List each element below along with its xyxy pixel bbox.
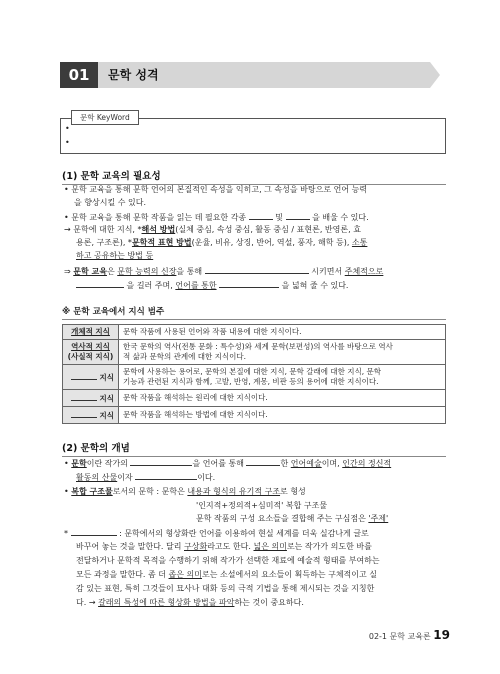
fill-blank — [219, 279, 279, 288]
table-value: 문학 작품을 해석하는 원리에 대한 지식이다. — [119, 390, 446, 407]
section-title: (2) 문학의 개념 — [62, 440, 130, 454]
page-number: 19 — [433, 628, 450, 642]
page-footer — [369, 628, 450, 642]
subsection-title: ※ 문학 교육에서 지식 범주 — [62, 307, 165, 317]
table-row — [63, 365, 446, 390]
text-line: 전달하거나 문학적 목적을 수행하기 위해 작가가 선택한 재료에 예술적 형태를 부여하는 — [76, 556, 380, 565]
text-line: 용론, 구조론), *문학적 표현 방법(운율, 비유, 상징, 반어, 역설, 풍자, 해학 등), 소통 — [76, 238, 368, 247]
table-value: 문학 작품을 해석하는 방법에 대한 지식이다. — [119, 407, 446, 424]
text-line: • 문학이란 작가의 을 언어를 통해 한 언어예술이며, 인간의 정신적 — [64, 459, 392, 468]
text-line: 하고 공유하는 방법 등 — [76, 251, 154, 260]
table-key: 지식 — [63, 365, 119, 390]
text-line: * : 문학에서의 형상화란 언어를 이용하여 현실 세계를 더욱 실감나게 글로 — [64, 529, 369, 538]
fill-blank — [135, 471, 197, 480]
table-row — [63, 325, 446, 340]
keyword-bullet: • — [65, 138, 70, 147]
fill-blank — [71, 392, 97, 401]
fill-blank — [130, 457, 192, 466]
table-key: 지식 — [63, 407, 119, 424]
text-line: 모든 과정을 말한다. 좀 더 좁은 의미로는 소설에서의 요소들이 획득하는 구체적이고 실 — [76, 570, 378, 579]
text-line: 바꾸어 놓는 것을 말한다. 달리 구상화라고도 한다. 넓은 의미로는 작가가 의도한 바를 — [76, 542, 372, 551]
footer-text: 02-1 문학 교육론 — [368, 632, 431, 641]
keyword-label: 문학 KeyWord — [71, 110, 139, 125]
fill-blank — [286, 211, 310, 220]
chapter-number: 01 — [60, 62, 98, 88]
text-line: 감 있는 표현, 특히 그것들이 묘사나 대화 등의 극적 기법을 통해 제시되는 것을 지칭한 — [76, 584, 375, 593]
knowledge-table — [62, 324, 446, 424]
text-line: 을 향상시킬 수 있다. — [74, 198, 146, 207]
keyword-bullet: • — [65, 124, 70, 133]
table-row — [63, 407, 446, 424]
chapter-header — [60, 62, 438, 88]
fill-blank — [205, 265, 309, 274]
fill-blank — [71, 409, 97, 418]
table-value: 문학에 사용하는 용어로, 문학의 본질에 대한 지식, 문학 갈래에 대한 지식, 문학 기능과 관련된 지식과 함께, 고발, 반영, 계몽, 비판 등의 용어에 대한 지식이다. — [119, 365, 446, 390]
section-title: (1) 문학 교육의 필요성 — [62, 168, 161, 182]
table-key: 개체적 지식 — [63, 325, 119, 340]
text-line: • 문학 교육을 통해 문학 작품을 읽는 데 필요한 각종 및 을 배울 수 있다. — [64, 213, 369, 222]
text-line: 문학 작품의 구성 요소들을 결합해 주는 구심점은 '주제' — [196, 514, 389, 523]
text-line: 을 길러 주며, 언어를 통한 을 넓혀 줄 수 있다. — [76, 279, 348, 291]
text-line: • 문학 교육을 통해 문학 언어의 본질적인 속성을 익히고, 그 속성을 바탕으로 언어 능력 — [64, 185, 368, 194]
table-row — [63, 340, 446, 365]
text-line: 다. → 갈래의 특성에 따른 형상화 방법을 파악하는 것이 중요하다. — [76, 598, 304, 607]
keyword-box — [60, 113, 446, 154]
text-line: 활동의 산물이자 이다. — [76, 473, 216, 482]
chapter-title-bar — [98, 62, 430, 88]
fill-blank — [249, 211, 273, 220]
fill-blank — [76, 279, 124, 288]
text-line: • 복합 구조물로서의 문학 : 문학은 내용과 형식의 유기적 구조로 형성 — [64, 487, 306, 496]
text-line: → 문학에 대한 지식, *해석 방법(실체 중심, 속성 중심, 활동 중심 / 표현론, 반영론, 효 — [64, 225, 361, 234]
text-line: '인지적+정의적+심미적' 복합 구조물 — [196, 501, 328, 510]
text-line: ⇒ 문학 교육은 문학 능력의 신장을 통해 시키면서 주체적으로 — [64, 267, 384, 276]
table-key: 역사적 지식 (사실적 지식) — [63, 340, 119, 365]
table-key: 지식 — [63, 390, 119, 407]
fill-blank — [71, 371, 97, 380]
fill-blank — [71, 527, 117, 536]
fill-blank — [246, 457, 280, 466]
table-value: 한국 문학의 역사(전통 문화 : 특수성)와 세계 문학(보편성)의 역사를 바탕으로 역사 적 삶과 문학의 관계에 대한 지식이다. — [119, 340, 446, 365]
chapter-title: 문학 성격 — [108, 68, 159, 82]
table-value: 문학 작품에 사용된 언어와 작품 내용에 대한 지식이다. — [119, 325, 446, 340]
table-row — [63, 390, 446, 407]
